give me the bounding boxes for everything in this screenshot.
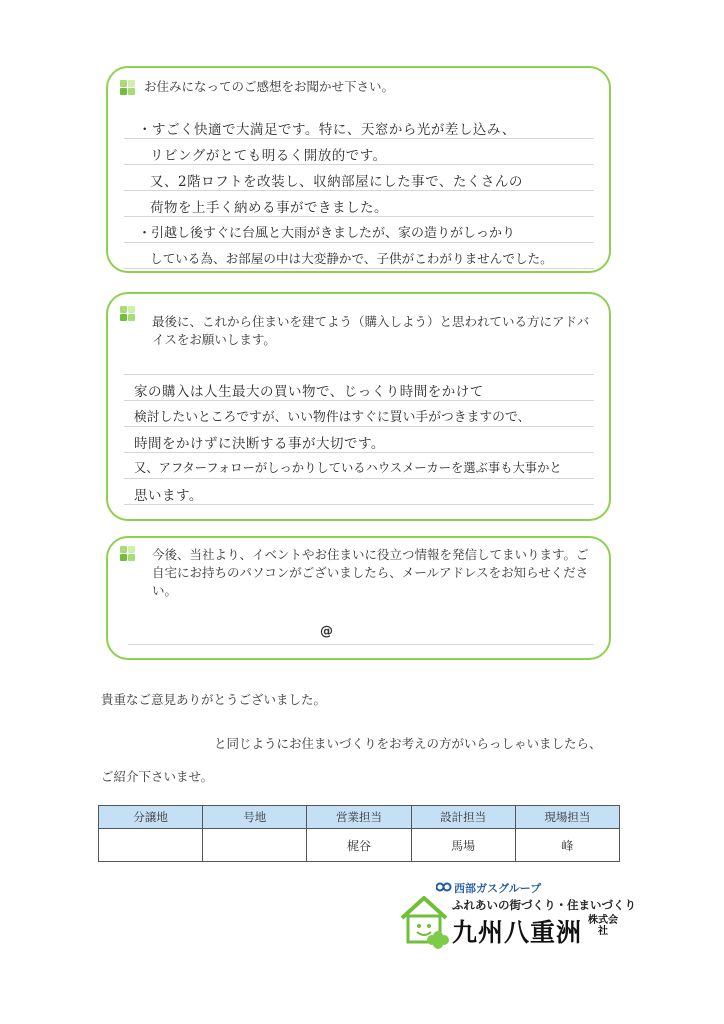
header-lot-number: 号地 — [203, 806, 307, 829]
cell-site-staff: 峰 — [515, 829, 619, 862]
answer-rule — [124, 138, 594, 139]
advice-answer-line: 思います。 — [134, 488, 203, 504]
impressions-answer-line: リビングがとても明るく開放的です。 — [150, 148, 387, 164]
cell-lot-number — [203, 829, 307, 862]
company-logo — [398, 880, 636, 952]
company-slogan: ふれあいの街づくり・住まいづくり — [452, 898, 636, 912]
advice-prompt: 最後に、これから住まいを建てよう（購入しよう）と思われている方にアドバイスをお願いします。 — [152, 314, 590, 347]
impressions-answer-line: ・引越し後すぐに台風と大雨がきましたが、家の造りがしっかり — [138, 226, 516, 241]
cell-sales-staff: 梶谷 — [307, 829, 411, 862]
answer-rule — [124, 242, 594, 243]
impressions-answer-line: している為、お部屋の中は大変静かで、子供がこわがりませんでした。 — [150, 251, 553, 266]
bullet-square-icon — [128, 88, 135, 95]
bullet-square-icon — [128, 314, 135, 321]
advice-answer-line: 検討したいところですが、いい物件はすぐに買い手がつきますので、 — [134, 410, 531, 425]
bullet-square-icon — [120, 314, 127, 321]
bullet-square-icon — [120, 554, 127, 561]
impressions-answer-line: 荷物を上手く納める事ができました。 — [150, 200, 388, 216]
bullet-square-icon — [128, 546, 135, 553]
bullet-square-icon — [120, 88, 127, 95]
header-sales-staff: 営業担当 — [307, 806, 411, 829]
staff-table — [98, 805, 620, 862]
answer-rule — [124, 400, 594, 401]
email-prompt: 今後、当社より、イベントやお住まいに役立つ情報を発信してまいります。ご自宅にお持ちのパソコンがございましたら、メールアドレスをお知らせください。 — [152, 547, 589, 598]
answer-rule — [124, 164, 594, 165]
impressions-section — [106, 66, 611, 273]
answer-rule — [124, 452, 594, 453]
answer-rule — [124, 504, 594, 505]
thanks-text: 貴重なご意見ありがとうございました。 — [101, 692, 327, 707]
bullet-square-icon — [120, 306, 127, 313]
header-subdivision: 分譲地 — [99, 806, 203, 829]
gas-group-mark-icon — [436, 882, 452, 892]
cell-subdivision — [99, 829, 203, 862]
bullet-square-icon — [128, 306, 135, 313]
advice-answer-line: 時間をかけずに決断する事が大切です。 — [134, 436, 385, 452]
referral-text-line1: と同じようにお住まいづくりをお考えの方がいらっしゃいましたら、 — [214, 736, 602, 751]
bullet-square-icon — [120, 546, 127, 553]
advice-answer-line: 又、アフターフォローがしっかりしているハウスメーカーを選ぶ事も大事かと — [134, 461, 562, 475]
impressions-answer-line: 又、2階ロフトを改装し、収納部屋にした事で、たくさんの — [150, 174, 523, 190]
email-section — [106, 536, 611, 660]
company-name: 九州八重洲 — [452, 918, 583, 947]
advice-answer-line: 家の購入は人生最大の買い物で、じっくり時間をかけて — [134, 384, 484, 400]
impressions-prompt: お住みになってのご感想をお聞かせ下さい。 — [144, 79, 395, 94]
bullet-square-icon — [120, 80, 127, 87]
email-at-sign: @ — [320, 624, 333, 639]
cell-design-staff: 馬場 — [411, 829, 515, 862]
answer-rule — [124, 478, 594, 479]
header-site-staff: 現場担当 — [515, 806, 619, 829]
bullet-square-icon — [128, 80, 135, 87]
group-name: 西部ガスグループ — [454, 882, 542, 895]
referral-text-line2: ご紹介下さいませ。 — [101, 769, 214, 784]
answer-rule — [124, 268, 594, 269]
email-rule — [128, 644, 594, 645]
header-design-staff: 設計担当 — [411, 806, 515, 829]
answer-rule — [124, 216, 594, 217]
answer-rule — [124, 426, 594, 427]
answer-rule — [124, 190, 594, 191]
staff-table-header-row — [99, 806, 620, 829]
house-clover-logo-icon — [398, 892, 450, 950]
bullet-square-icon — [128, 554, 135, 561]
impressions-answer-line: ・すごく快適で大満足です。特に、天窓から光が差し込み、 — [138, 122, 516, 138]
staff-table-row — [99, 829, 620, 862]
advice-section — [106, 292, 611, 521]
answer-rule — [124, 374, 594, 375]
company-suffix: 株式会社 — [588, 915, 618, 937]
